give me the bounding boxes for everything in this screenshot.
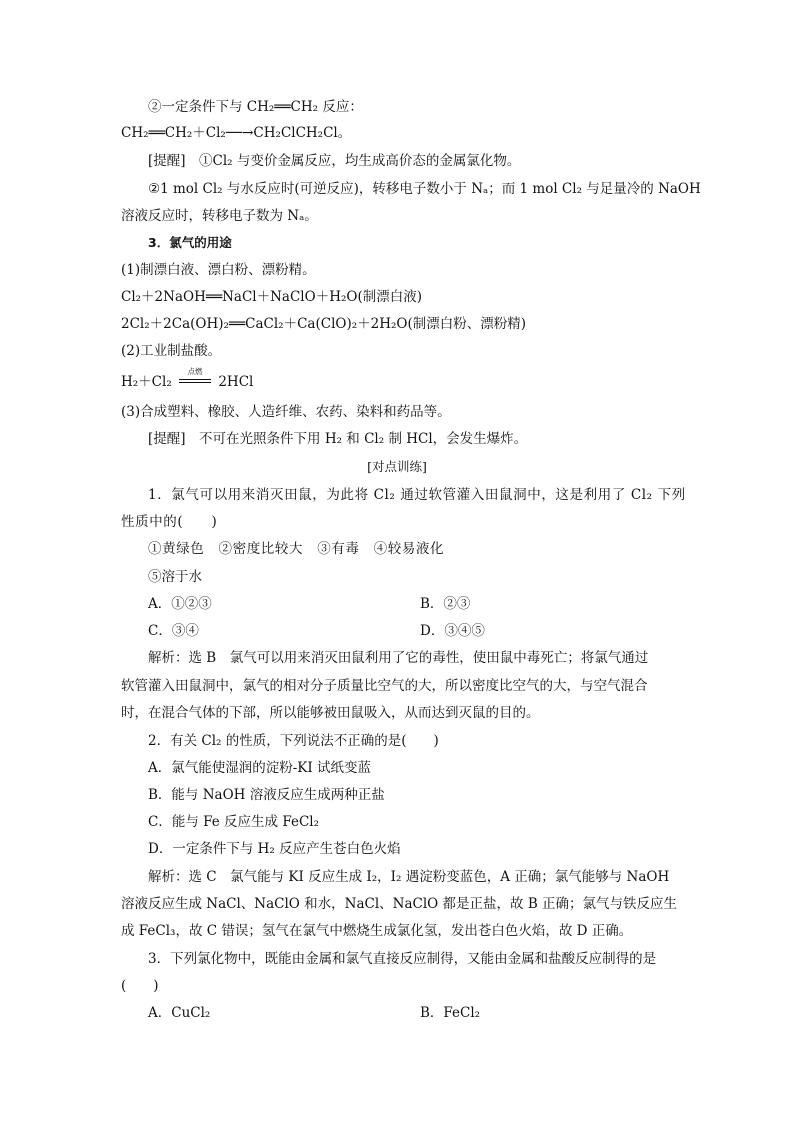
section-title: [对点训练] bbox=[367, 459, 427, 474]
q3-options-row1 bbox=[148, 1004, 481, 1022]
q1-option-c: C．③④ bbox=[148, 623, 199, 639]
equation-ethylene-chlorine: CH₂══CH₂＋Cl₂──→CH₂ClCH₂Cl。 bbox=[121, 125, 352, 141]
q1-option-d: D．③④⑤ bbox=[420, 623, 485, 639]
equation-hcl bbox=[121, 367, 254, 391]
heading-chlorine-uses: 3．氯气的用途 bbox=[148, 235, 232, 250]
q2-option-c: C．能与 Fe 反应生成 FeCl₂ bbox=[148, 814, 319, 830]
q1-answer-line3: 时，在混合气体的下部，所以能够被田鼠吸入，从而达到灭鼠的目的。 bbox=[121, 705, 540, 721]
q1-stem-cont: 性质中的( ) bbox=[121, 514, 218, 530]
use-bleach: (1)制漂白液、漂白粉、漂粉精。 bbox=[121, 262, 316, 278]
tip-electron-transfer-cont: 溶液反应时，转移电子数为 Nₐ。 bbox=[121, 208, 318, 224]
q1-answer: 解析：选 B 氯气可以用来消灭田鼠利用了它的毒性，使田鼠中毒死亡；将氯气通过 bbox=[148, 650, 649, 666]
q3-option-a: A．CuCl₂ bbox=[148, 1005, 211, 1021]
q3-stem: 3．下列氯化物中，既能由金属和氯气直接反应制得，又能由金属和盐酸反应制得的是 bbox=[148, 951, 657, 967]
q2-answer-line2: 溶液反应生成 NaCl、NaClO 和水，NaCl、NaClO 都是正盐，故 B 正确；氯气与铁反应生 bbox=[121, 896, 678, 912]
equation-caoh2: 2Cl₂＋2Ca(OH)₂══CaCl₂＋Ca(ClO)₂＋2H₂O(制漂白粉、漂粉精) bbox=[121, 316, 527, 332]
q2-answer-line3: 成 FeCl₃，故 C 错误；氢气在氯气中燃烧生成氯化氢，发出苍白色火焰，故 D 正确。 bbox=[121, 923, 633, 939]
tip-variable-valence: [提醒] ①Cl₂ 与变价金属反应，均生成高价态的金属氯化物。 bbox=[148, 153, 521, 169]
tip-electron-transfer: ②1 mol Cl₂ 与水反应时(可逆反应)，转移电子数小于 Nₐ；而 1 mol Cl₂ 与足量冷的 NaOH bbox=[148, 181, 701, 197]
tip-explosion: [提醒] 不可在光照条件下用 H₂ 和 Cl₂ 制 HCl，会发生爆炸。 bbox=[148, 431, 528, 447]
equals-sign-with-condition bbox=[178, 367, 212, 388]
equation-naoh: Cl₂＋2NaOH══NaCl＋NaClO＋H₂O(制漂白液) bbox=[121, 289, 422, 305]
q2-option-d: D．一定条件下与 H₂ 反应产生苍白色火焰 bbox=[148, 841, 401, 857]
q2-option-b: B．能与 NaOH 溶液反应生成两种正盐 bbox=[148, 787, 385, 803]
q2-answer: 解析：选 C 氯气能与 KI 反应生成 I₂，I₂ 遇淀粉变蓝色，A 正确；氯气能够与 NaOH bbox=[148, 869, 670, 885]
condition-ignite: 点燃 bbox=[187, 367, 203, 376]
equation-hcl-right: 2HCl bbox=[218, 374, 254, 390]
q1-properties: ①黄绿色 ②密度比较大 ③有毒 ④较易液化 bbox=[148, 541, 445, 557]
use-hydrochloric-acid: (2)工业制盐酸。 bbox=[121, 343, 222, 359]
q1-option-a: A．①②③ bbox=[148, 596, 212, 612]
use-synthesis: (3)合成塑料、橡胶、人造纤维、农药、染料和药品等。 bbox=[121, 404, 451, 420]
q3-stem-cont: ( ) bbox=[121, 978, 159, 994]
q1-options-row1 bbox=[148, 595, 471, 613]
text-line-ethylene-reaction: ②一定条件下与 CH₂══CH₂ 反应： bbox=[148, 99, 363, 115]
q1-options-row2 bbox=[148, 622, 485, 640]
q1-answer-line2: 软管灌入田鼠洞中，氯气的相对分子质量比空气的大，所以密度比空气的大，与空气混合 bbox=[121, 678, 648, 694]
q1-option-b: B．②③ bbox=[420, 596, 471, 612]
q1-stem: 1．氯气可以用来消灭田鼠，为此将 Cl₂ 通过软管灌入田鼠洞中，这是利用了 Cl₂ 下列 bbox=[148, 487, 686, 503]
q1-properties-cont: ⑤溶于水 bbox=[148, 569, 202, 585]
equation-hcl-left: H₂＋Cl₂ bbox=[121, 374, 172, 390]
q2-stem: 2．有关 Cl₂ 的性质，下列说法不正确的是( ) bbox=[148, 733, 439, 749]
q3-option-b: B．FeCl₂ bbox=[420, 1005, 481, 1021]
q2-option-a: A．氯气能使湿润的淀粉-KI 试纸变蓝 bbox=[148, 760, 372, 776]
